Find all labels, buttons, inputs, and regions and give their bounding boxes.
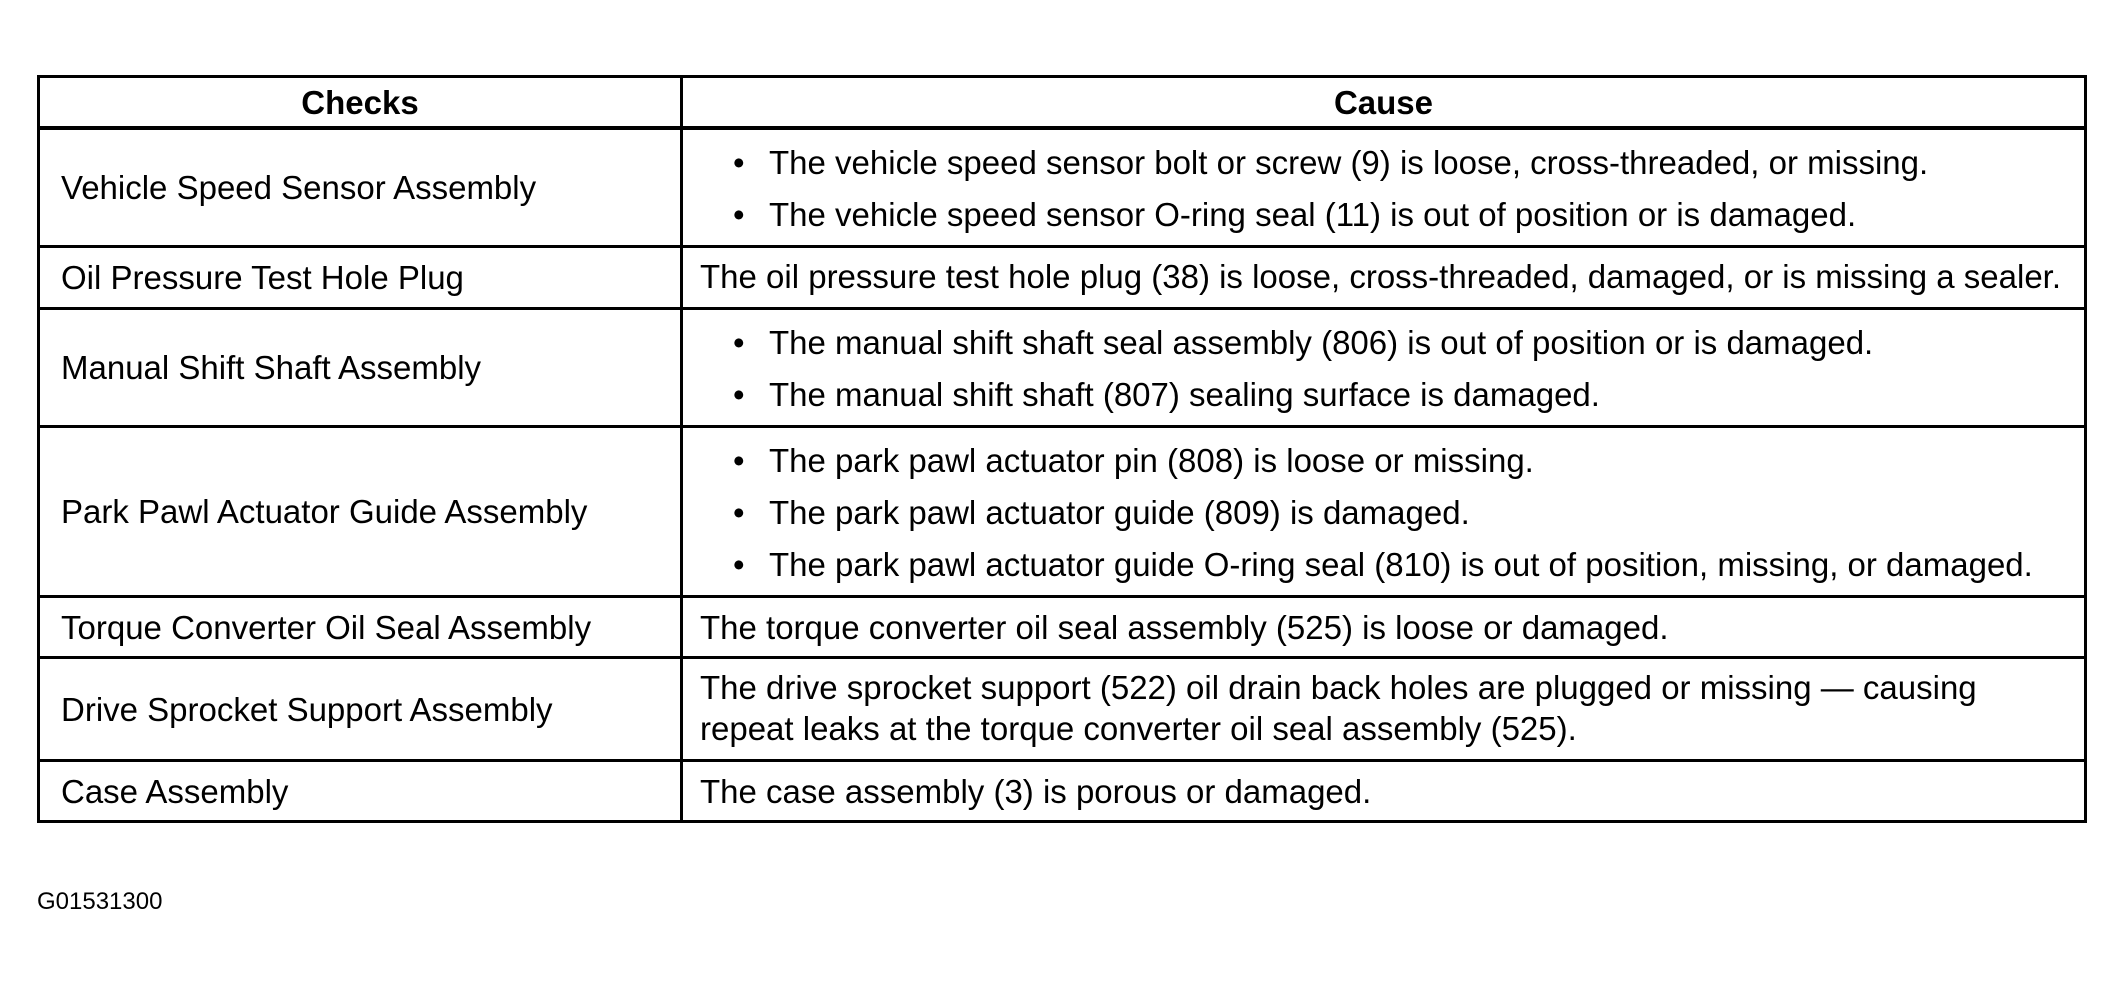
check-cell: Vehicle Speed Sensor Assembly	[39, 128, 682, 247]
cause-list	[700, 322, 2064, 415]
table-row	[39, 128, 2086, 247]
table-header-row	[39, 77, 2086, 129]
cause-item: • The park pawl actuator guide O-ring seal (810) is out of position, missing, or damaged.	[733, 544, 2064, 585]
cause-list	[700, 142, 2064, 235]
table-row	[39, 309, 2086, 427]
cause-cell: The case assembly (3) is porous or damaged.	[682, 761, 2086, 822]
check-cell: Drive Sprocket Support Assembly	[39, 658, 682, 761]
cause-cell: The torque converter oil seal assembly (525) is loose or damaged.	[682, 597, 2086, 658]
cause-cell: The oil pressure test hole plug (38) is loose, cross-threaded, damaged, or is missing a sealer.	[682, 247, 2086, 309]
column-header-cause: Cause	[682, 77, 2086, 129]
table-row	[39, 597, 2086, 658]
check-cell: Manual Shift Shaft Assembly	[39, 309, 682, 427]
cause-item: • The vehicle speed sensor O-ring seal (11) is out of position or is damaged.	[733, 194, 2064, 235]
cause-item: • The manual shift shaft seal assembly (806) is out of position or is damaged.	[733, 322, 2064, 363]
table-row	[39, 761, 2086, 822]
check-cell: Oil Pressure Test Hole Plug	[39, 247, 682, 309]
diagnostic-table	[37, 75, 2087, 823]
column-header-checks: Checks	[39, 77, 682, 129]
cause-cell	[682, 128, 2086, 247]
check-cell: Case Assembly	[39, 761, 682, 822]
table-row	[39, 427, 2086, 597]
cause-cell: The drive sprocket support (522) oil drain back holes are plugged or missing — causing repeat leaks at the torque converter oil seal assembly (525).	[682, 658, 2086, 761]
cause-item: • The manual shift shaft (807) sealing surface is damaged.	[733, 374, 2064, 415]
figure-id: G01531300	[37, 888, 163, 915]
check-cell: Park Pawl Actuator Guide Assembly	[39, 427, 682, 597]
cause-item: • The park pawl actuator pin (808) is loose or missing.	[733, 440, 2064, 481]
cause-list	[700, 440, 2064, 585]
cause-cell	[682, 427, 2086, 597]
cause-cell	[682, 309, 2086, 427]
table-row	[39, 658, 2086, 761]
check-cell: Torque Converter Oil Seal Assembly	[39, 597, 682, 658]
table-row	[39, 247, 2086, 309]
cause-item: • The vehicle speed sensor bolt or screw (9) is loose, cross-threaded, or missing.	[733, 142, 2064, 183]
cause-item: • The park pawl actuator guide (809) is damaged.	[733, 492, 2064, 533]
